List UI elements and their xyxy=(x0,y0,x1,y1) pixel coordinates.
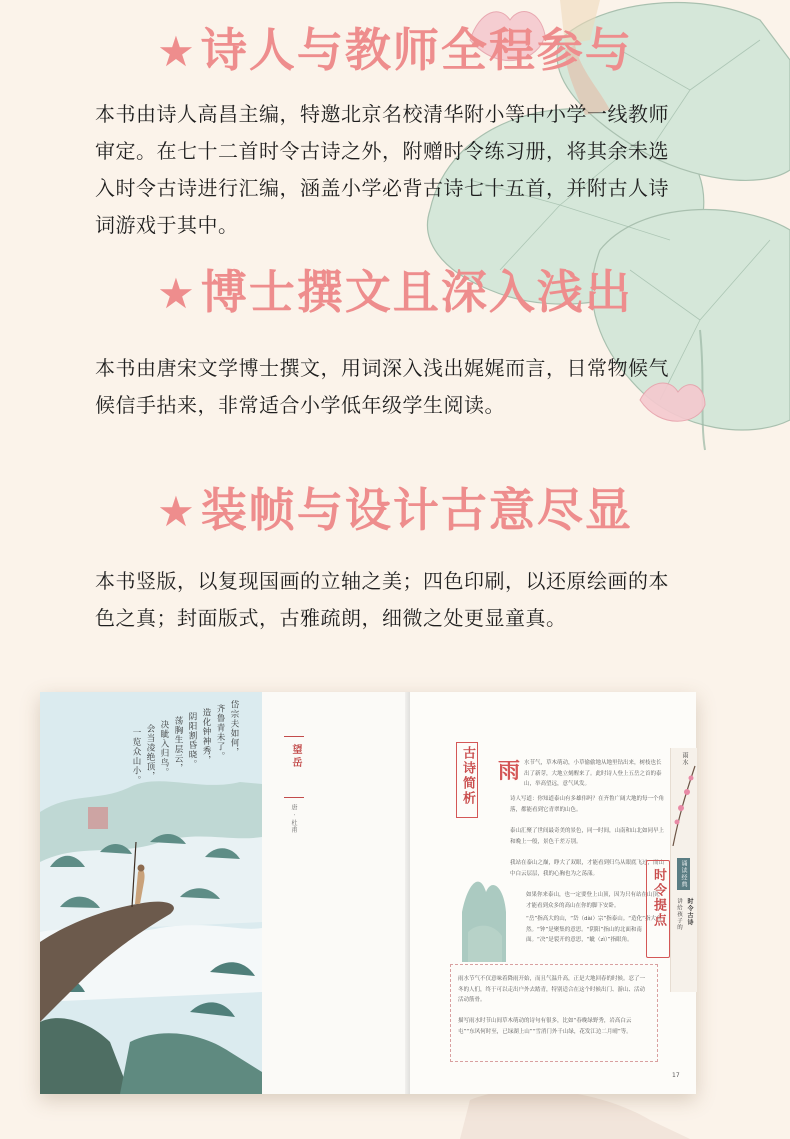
side-tab-label: 时令古诗 xyxy=(686,898,693,926)
page-number: 17 xyxy=(672,1072,680,1079)
side-tab-strip xyxy=(670,748,697,992)
analysis-paragraph: 泰山汇聚了世间最奇美的景色，同一时间，山南和山北如同早上和晚上一般，景色千差万别。 xyxy=(510,828,665,845)
book-spread-preview xyxy=(40,692,696,1094)
shiling-label: 时令提点 xyxy=(651,868,666,928)
star-icon: ★ xyxy=(157,269,197,318)
analysis-paragraph: 诗人写道：你知道泰山有多雄伟吗？在齐鲁广阔大地的每一个角落，都能看到它青翠的山色。 xyxy=(510,796,665,813)
poem-title-page xyxy=(262,692,410,1094)
side-tab-label: 诵读经典 xyxy=(677,858,690,890)
plum-blossom-icon xyxy=(671,756,697,846)
analysis-big-character: 雨 xyxy=(498,759,521,784)
analysis-paragraph: 水节气，草木萌动，小草偷偷地从地里钻出来，树枝也长出了新芽，大地立刻醒来了。此时诗人登上五岳之首的泰山，举高望远，意气风发。 xyxy=(524,760,662,787)
side-tab-label: 讲给孩子的 xyxy=(676,898,682,931)
painting-page xyxy=(40,692,262,1094)
poem-title: 望岳 xyxy=(290,744,301,770)
poem-line: 一览众山小。 xyxy=(131,728,141,785)
poem-line: 会当凌绝顶， xyxy=(145,724,155,781)
star-icon: ★ xyxy=(157,27,197,76)
poem-line: 造化钟神秀， xyxy=(201,708,211,765)
side-tab-label: 雨水 xyxy=(681,752,688,766)
poem-line: 阴阳割昏晓。 xyxy=(187,712,197,769)
section-body: 本书由唐宋文学博士撰文，用词深入浅出娓娓而言，日常物候气候信手拈来，非常适合小学低年级学生阅读。 xyxy=(95,356,669,417)
section-body: 本书由诗人高昌主编，特邀北京名校清华附小等中小学一线教师审定。在七十二首时令古诗之外，附赠时令练习册，将其余未选入时令古诗进行汇编，涵盖小学必背古诗七十五首，并附古人诗词游戏于其中。 xyxy=(95,102,669,237)
poem-author: 唐 · 杜甫 xyxy=(290,804,297,834)
section-heading: ★诗人与教师全程参与 xyxy=(157,23,633,77)
poem-line: 荡胸生层云， xyxy=(173,716,183,773)
section-heading: ★装帧与设计古意尽显 xyxy=(157,483,633,537)
tip-paragraph: 描写雨水时节山间草木萌动的诗句有很多，比如“春晚绿野秀，岩高白云屯”“东风何时至，已绿湖上山”“雪消门外千山绿，花发江边二月晴”等。 xyxy=(458,1018,632,1035)
tip-paragraph: 雨水节气不仅意味着降雨开始，而且气温升高，正是大地回春的时候。忍了一冬的人们，终于可以走出户外去踏青，特别适合在这个时候出门、游山、活动活动筋骨。 xyxy=(458,976,646,1003)
section-heading: ★博士撰文且深入浅出 xyxy=(157,265,633,319)
poem-line: 齐鲁青未了。 xyxy=(215,704,225,761)
gushi-label: 古诗简析 xyxy=(460,746,475,806)
analysis-paragraph: 我站在泰山之巅，睁大了双眼，才能看到归鸟从眼底飞过，而山中白云层层，我的心胸也为之荡漾。 xyxy=(510,860,665,877)
small-landscape-illustration xyxy=(458,852,510,962)
star-icon: ★ xyxy=(157,487,197,536)
poem-line: 决眦入归鸟。 xyxy=(159,720,169,777)
analysis-paragraph: “岳”指高大的山，“岱（dài）宗”指泰山。“造化”指大自然。“钟”是聚集的意思。“阴阳”指山的北面和南面。“决”是裂开的意思，“眦（zì）”指眼角。 xyxy=(526,916,662,943)
analysis-page xyxy=(410,692,696,1094)
analysis-paragraph: 如果你来泰山，也一定要登上山顶，因为只有站在山顶，才能看到众多的高山在你的脚下安卧。 xyxy=(526,892,664,909)
poem-line: 岱宗夫如何， xyxy=(229,700,239,757)
section-body: 本书竖版，以复现国画的立轴之美；四色印刷，以还原绘画的本色之真；封面版式，古雅疏朗，细微之处更显童真。 xyxy=(95,569,669,630)
